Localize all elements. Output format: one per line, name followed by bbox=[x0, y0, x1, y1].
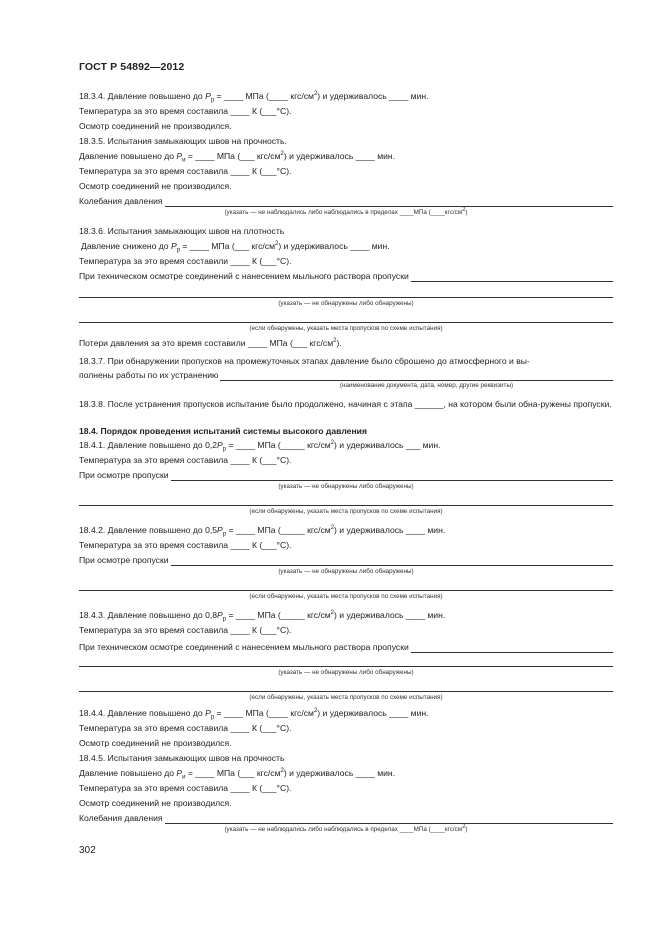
repair-document-field[interactable]: полнены работы по их устранению bbox=[79, 370, 613, 381]
text-line: Температура за это время составила ____ К (___°С). bbox=[79, 723, 292, 733]
field-hint: (указать — не обнаружены либо обнаружены) bbox=[278, 483, 414, 490]
leak-inspection-field[interactable]: При осмотре пропуски bbox=[79, 555, 613, 566]
fill-line[interactable] bbox=[79, 505, 613, 506]
leak-inspection-field[interactable]: При осмотре пропуски bbox=[79, 470, 613, 481]
text-line: 18.4.4. Давление повышено до $P_р$ = ____ МПа (____ кгс/$см^2$) и удерживалось ____ мин. bbox=[79, 708, 429, 721]
text-line: Осмотр соединений не производился. bbox=[79, 181, 232, 191]
fill-line[interactable] bbox=[79, 691, 613, 692]
text-line: 18.3.6. Испытания замыкающих швов на плотность bbox=[79, 226, 285, 236]
pressure-fluctuation-field[interactable]: Колебания давления bbox=[79, 196, 613, 207]
field-hint: (если обнаружены, указать места пропусков по схеме испытания) bbox=[249, 508, 443, 515]
field-hint: (указать — не обнаружены либо обнаружены) bbox=[278, 669, 414, 676]
field-hint: (указать — не наблюдались либо наблюдались в пределах ____МПа $(\_\_\_\_кгс/см^2)$ bbox=[224, 206, 468, 216]
text-line: Температура за это время составила ____ К (___°С). bbox=[79, 625, 292, 635]
field-hint: (если обнаружены, указать места пропусков по схеме испытания) bbox=[249, 694, 443, 701]
section-heading: 18.4. Порядок проведения испытаний системы высокого давления bbox=[79, 426, 367, 436]
text-line: 18.4.2. Давление повышено до $0,5P_р$ = ____ МПа (_____ кгс/$см^2$) и удерживалось ____ мин. bbox=[79, 525, 446, 538]
field-hint: (если обнаружены, указать места пропусков по схеме испытания) bbox=[249, 593, 443, 600]
leak-inspection-field[interactable]: При техническом осмотре соединений с нанесением мыльного раствора пропуски bbox=[79, 271, 613, 282]
text-line: Осмотр соединений не производился. bbox=[79, 738, 232, 748]
text-line: Температура за это время составила ____ К (___°С). bbox=[79, 166, 292, 176]
text-line: 18.3.5. Испытания замыкающих швов на прочность. bbox=[79, 136, 287, 146]
text-line: Давление снижено до $P_р$ = ____ МПа (___ кгс/$см^2$) и удерживалось ____ мин. bbox=[81, 241, 390, 254]
text-line: Температура за это время составила ____ К (___°С). bbox=[79, 540, 292, 550]
text-line: Осмотр соединений не производился. bbox=[79, 798, 232, 808]
field-hint: (указать — не наблюдались либо наблюдались в пределах ____МПа $(\_\_\_\_кгс/см^2)$ bbox=[224, 823, 468, 833]
text-line: Температура за это время составила ____ К (___°С). bbox=[79, 106, 292, 116]
leak-inspection-field[interactable]: При техническом осмотре соединений с нанесением мыльного раствора пропуски bbox=[79, 642, 613, 653]
field-hint: (указать — не обнаружены либо обнаружены) bbox=[278, 568, 414, 575]
text-line: Температура за это время составили ____ К (___°С). bbox=[79, 256, 292, 266]
page-number: 302 bbox=[79, 845, 96, 856]
fill-line[interactable] bbox=[79, 666, 613, 667]
text-line: Осмотр соединений не производился. bbox=[79, 121, 232, 131]
text-line: Температура за это время составила ____ К (___°С). bbox=[79, 783, 292, 793]
document-header: ГОСТ Р 54892—2012 bbox=[79, 61, 185, 73]
text-paragraph: 18.3.8. После устранения пропусков испытание было продолжено, начиная с этапа ______, на котором были обна-ружены пропуски. bbox=[79, 399, 612, 409]
field-hint: (указать — не обнаружены либо обнаружены) bbox=[278, 300, 414, 307]
field-hint: (если обнаружены, указать места пропусков по схеме испытания) bbox=[249, 325, 443, 332]
field-hint: (наименование документа, дата, номер, другие реквизиты) bbox=[339, 382, 514, 389]
text-line: 18.4.3. Давление повышено до $0,8P_р$ = ____ МПа (_____ кгс/$см^2$) и удерживалось ____ мин. bbox=[79, 610, 446, 623]
text-line: 18.3.7. При обнаружении пропусков на промежуточных этапах давление было сброшено до атмосферного и вы- bbox=[79, 356, 530, 366]
text-line: Давление повышено до $P_и$ = ____ МПа (___ кгс/$см^2$) и удерживалось ____ мин. bbox=[79, 768, 396, 781]
fill-line[interactable] bbox=[79, 322, 613, 323]
text-line: Давление повышено до $P_и$ = ____ МПа (___ кгс/$см^2$) и удерживалось ____ мин. bbox=[79, 151, 396, 164]
text-line: Потери давления за это время составили ____ МПа (___ кгс/$см^2$). bbox=[79, 338, 342, 348]
fill-line[interactable] bbox=[79, 590, 613, 591]
text-line: 18.4.5. Испытания замыкающих швов на прочность bbox=[79, 753, 285, 763]
text-line: Температура за это время составила ____ К (___°С). bbox=[79, 455, 292, 465]
pressure-fluctuation-field[interactable]: Колебания давления bbox=[79, 813, 613, 824]
text-line: 18.4.1. Давление повышено до $0,2P_р$ = ____ МПа (_____ кгс/$см^2$) и удерживалось ___ мин. bbox=[79, 440, 441, 453]
fill-line[interactable] bbox=[79, 297, 613, 298]
text-line: 18.3.4. Давление повышено до $P_р$ = ____ МПа (____ кгс/$см^2$) и удерживалось ____ мин. bbox=[79, 91, 429, 104]
